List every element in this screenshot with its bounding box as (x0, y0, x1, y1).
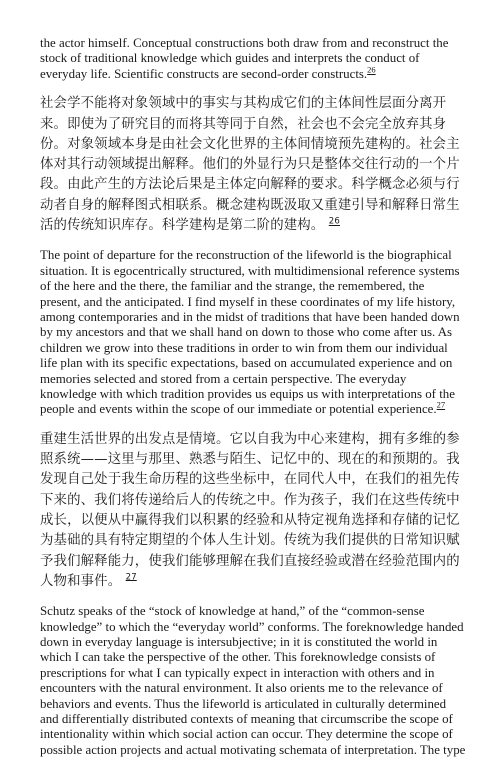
paragraph-text: The point of departure for the reconstruction of the lifeworld is the biographical situation. It is egocentrically structured, with multidimensional reference systems of the here and the there, the familiar and the strange, the remembered, the present, and the anticipated. I find myself in these coordinates of my life history, among contemporaries and in the midst of traditions that have been handed down by my ancestors and that we shall hand on down to those who come after us. As children we grow into these traditions in order to win from them our individual life plan with its specific expectations, based on accumulated experience and on memories selected and stored from a certain perspective. The everyday knowledge with which tradition provides us equips us with interpretations of the people and events within the scope of our immediate or potential experience. (40, 248, 460, 417)
paragraph-en-2 (40, 248, 466, 417)
paragraph-zh-2 (40, 430, 466, 592)
footnote-ref-link[interactable]: 27 (125, 572, 137, 583)
paragraph-en-3 (40, 604, 466, 758)
paragraph-text: 重建生活世界的出发点是情境。它以自我为中心来建构，拥有多维的参照系统——这里与那里、熟悉与陌生、记忆中的、现在的和预期的。我发现自己处于我生命历程的这些坐标中，在同代人中，在我们的祖先传下来的、我们将传递给后人的传统之中。作为孩子，我们在这些传统中成长，以便从中赢得我们以积累的经验和从特定视角选择和存储的记忆为基础的具有特定期望的个体人生计划。传统为我们提供的日常知识赋予我们解释能力，使我们能够理解在我们直接经验或潜在经验范围内的人物和事件。 (40, 431, 460, 589)
paragraph-text: the actor himself. Conceptual constructions both draw from and reconstruct the stock of traditional knowledge which guides and interprets the conduct of everyday life. Scientific constructs are second-order constructs. (40, 36, 449, 81)
paragraph-en-1 (40, 36, 466, 82)
footnote-ref-link[interactable]: 26 (367, 64, 376, 75)
footnote-ref-link[interactable]: 26 (328, 216, 340, 227)
paragraph-text: 社会学不能将对象领域中的事实与其构成它们的主体间性层面分离开来。即使为了研究目的而将其等同于自然，社会也不会完全放弃其身份。对象领域本身是由社会文化世界的主体间情境预先建构的。社会主体对其行动领域提出解释。他们的外显行为只是整体交往行动的一个片段。由此产生的方法论后果是主体定向解释的要求。科学概念必须与行动者自身的解释图式相联系。概念建构既汲取又重建引导和解释日常生活的传统知识库存。科学建构是第二阶的建构。 (40, 96, 460, 233)
paragraph-text: Schutz speaks of the “stock of knowledge at hand,” of the “common-sense knowledge” to which the “everyday world” conforms. The foreknowledge handed down in everyday language is intersubjective; in it is constituted the world in which I can take the perspective of the other. This foreknowledge consists of prescriptions for what I can typically expect in interaction with others and in encounters with the natural environment. It also orients me to the relevance of behaviors and events. Thus the lifeworld is articulated in culturally determined and differentially distributed contexts of meaning that circumscribe the scope of intentionality within which social action can occur. They determine the scope of possible action projects and actual motivating schemata of interpretation. The type (40, 604, 466, 757)
paragraph-zh-1 (40, 94, 466, 236)
footnote-ref-link[interactable]: 27 (436, 400, 446, 411)
